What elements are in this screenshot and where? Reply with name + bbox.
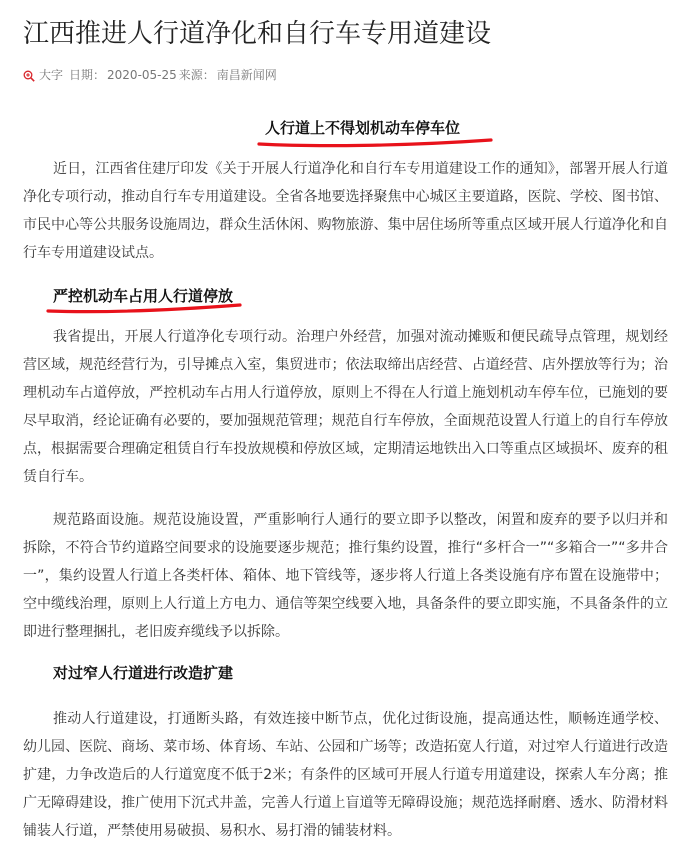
heading-underline bbox=[44, 301, 244, 317]
zoom-icon[interactable] bbox=[23, 69, 35, 81]
date-label: 日期： bbox=[69, 68, 106, 82]
body-paragraph: 近日，江西省住建厅印发《关于开展人行道净化和自行车专用道建设工作的通知》，部署开展人行道净化专项行动，推动自行车专用道建设。全省各地要选择聚焦中心城区主要道路，医院、学校、图书馆、市民中心等公共服务设施周边，群众生活休闲、购物旅游、集中居住场所等重点区域开展人行道净化和自行车专用道建设试点。 bbox=[23, 161, 668, 261]
heading-underline bbox=[255, 135, 495, 151]
article-meta bbox=[23, 66, 277, 84]
body-paragraph: 我省提出，开展人行道净化专项行动。治理户外经营，加强对流动摊贩和便民疏导点管理，规划经营区域，规范经营行为，引导摊点入室，集贸进市；依法取缔出店经营、占道经营、店外摆放等行为；治理机动车占道停放，严控机动车占用人行道停放，原则上不得在人行道上施划机动车停车位，已施划的要尽早取消，经论证确有必要的，要加强规范管理；规范自行车停放，全面规范设置人行道上的自行车停放点，根据需要合理确定租赁自行车投放规模和停放区域，定期清运地铁出入口等重点区域损坏、废弃的租赁自行车。 bbox=[23, 329, 668, 485]
body-paragraph: 推动人行道建设，打通断头路，有效连接中断节点，优化过街设施，提高通达性，顺畅连通学校、幼儿园、医院、商场、菜市场、体育场、车站、公园和广场等；改造拓宽人行道，对过窄人行道进行改造扩建，力争改造后的人行道宽度不低于2米；有条件的区域可开展人行道专用道建设，探索人车分离；推广无障碍建设，推广使用下沉式井盖，完善人行道上盲道等无障碍设施；规范选择耐磨、透水、防滑材料铺装人行道，严禁使用易破损、易积水、易打滑的铺装材料。 bbox=[23, 711, 668, 839]
article-title: 江西推进人行道净化和自行车专用道建设 bbox=[23, 19, 492, 49]
source-name: 南昌新闻网 bbox=[216, 68, 277, 82]
body-paragraph: 规范路面设施。规范设施设置，严重影响行人通行的要立即予以整改，闲置和废弃的要予以归并和拆除，不符合节约道路空间要求的设施要逐步规范；推行集约设置，推行“多杆合一”“多箱合一”“多井合一”，集约设置人行道上各类杆体、箱体、地下管线等，逐步将人行道上各类设施有序布置在设施带中；空中缆线治理，原则上人行道上方电力、通信等架空线要入地，具备条件的要立即实施，不具备条件的立即进行整理捆扎，老旧废弃缆线予以拆除。 bbox=[23, 512, 668, 640]
section-heading: 对过窄人行道进行改造扩建 bbox=[53, 664, 234, 682]
publish-date: 2020-05-25 bbox=[107, 68, 177, 82]
section-heading: 人行道上不得划机动车停车位 bbox=[265, 119, 461, 137]
font-size-toggle[interactable]: 大字 bbox=[39, 68, 64, 82]
section-heading: 严控机动车占用人行道停放 bbox=[53, 287, 234, 305]
source-label: 来源： bbox=[178, 68, 215, 82]
